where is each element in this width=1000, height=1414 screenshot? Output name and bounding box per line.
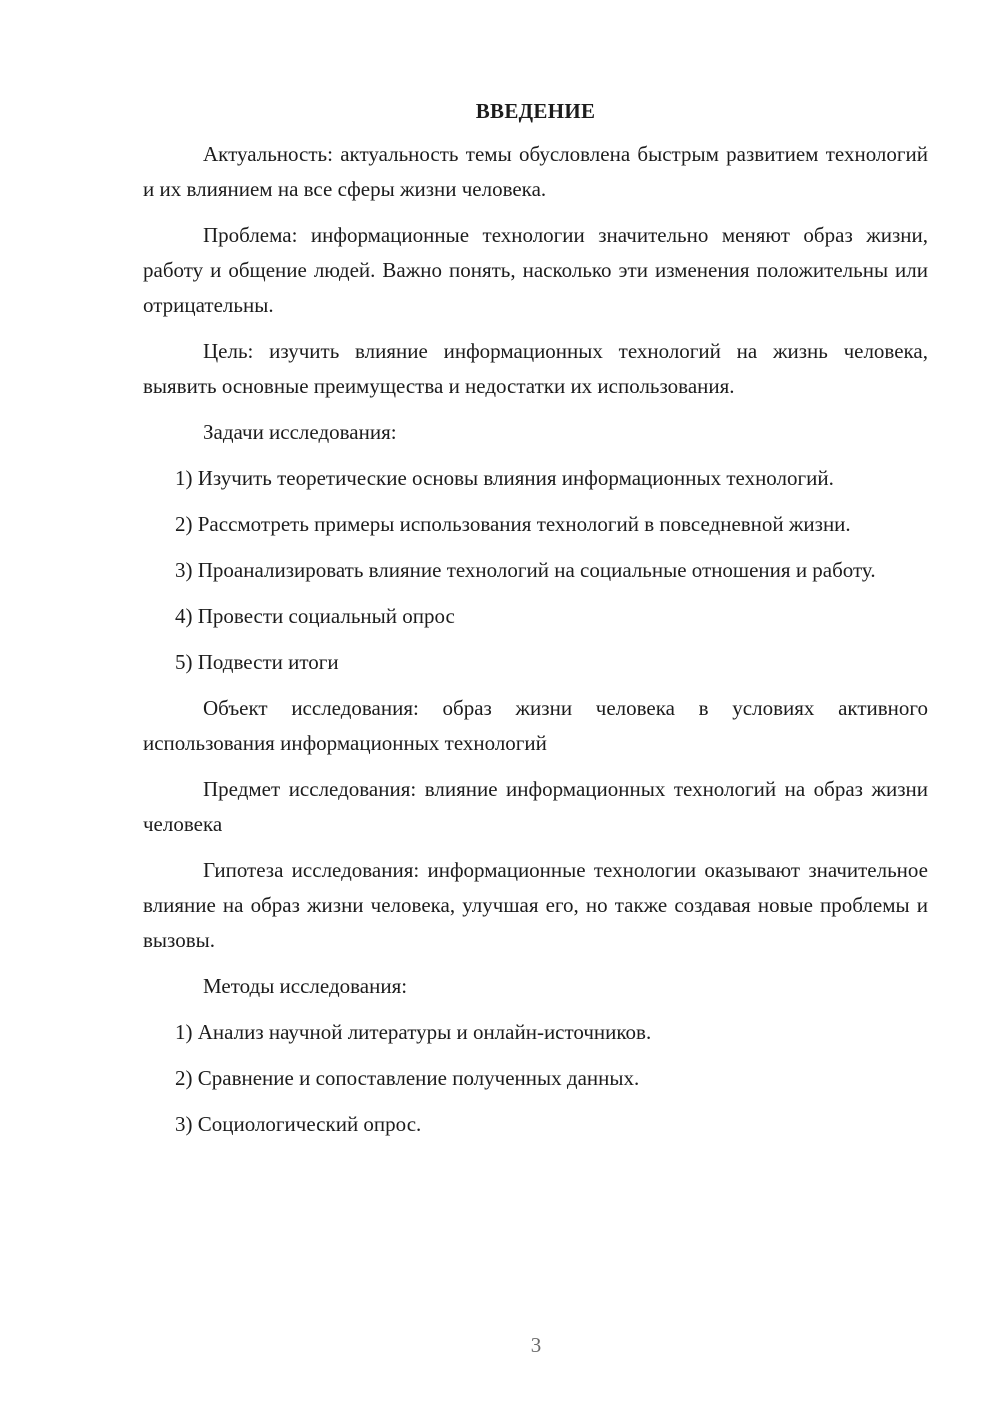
subject-paragraph: Предмет исследования: влияние информационных технологий на образ жизни человека bbox=[143, 777, 928, 836]
task-item: 2) Рассмотреть примеры использования технологий в повседневной жизни. bbox=[175, 512, 851, 536]
goal-paragraph: Цель: изучить влияние информационных технологий на жизнь человека, выявить основные преимущества и недостатки их использования. bbox=[143, 339, 928, 398]
page-number: 3 bbox=[530, 1333, 542, 1357]
task-item: 3) Проанализировать влияние технологий на социальные отношения и работу. bbox=[175, 558, 876, 582]
method-item: 1) Анализ научной литературы и онлайн-источников. bbox=[175, 1020, 652, 1044]
tasks-heading: Задачи исследования: bbox=[203, 420, 397, 444]
task-item: 5) Подвести итоги bbox=[175, 650, 339, 674]
methods-heading: Методы исследования: bbox=[203, 974, 408, 998]
task-item: 1) Изучить теоретические основы влияния информационных технологий. bbox=[175, 466, 834, 490]
method-item: 2) Сравнение и сопоставление полученных данных. bbox=[175, 1066, 640, 1090]
relevance-paragraph: Актуальность: актуальность темы обусловлена быстрым развитием технологий и их влиянием на все сферы жизни человека. bbox=[143, 142, 928, 201]
document-body bbox=[143, 95, 928, 1153]
task-item: 4) Провести социальный опрос bbox=[175, 604, 455, 628]
hypothesis-paragraph: Гипотеза исследования: информационные технологии оказывают значительное влияние на образ жизни человека, улучшая его, но также создавая новые проблемы и вызовы. bbox=[143, 858, 928, 952]
object-paragraph: Объект исследования: образ жизни человека в условиях активного использования информационных технологий bbox=[143, 696, 928, 755]
section-title: ВВЕДЕНИЕ bbox=[475, 99, 596, 123]
method-item: 3) Социологический опрос. bbox=[175, 1112, 422, 1136]
problem-paragraph: Проблема: информационные технологии значительно меняют образ жизни, работу и общение людей. Важно понять, насколько эти изменения положительны или отрицательны. bbox=[143, 223, 928, 317]
